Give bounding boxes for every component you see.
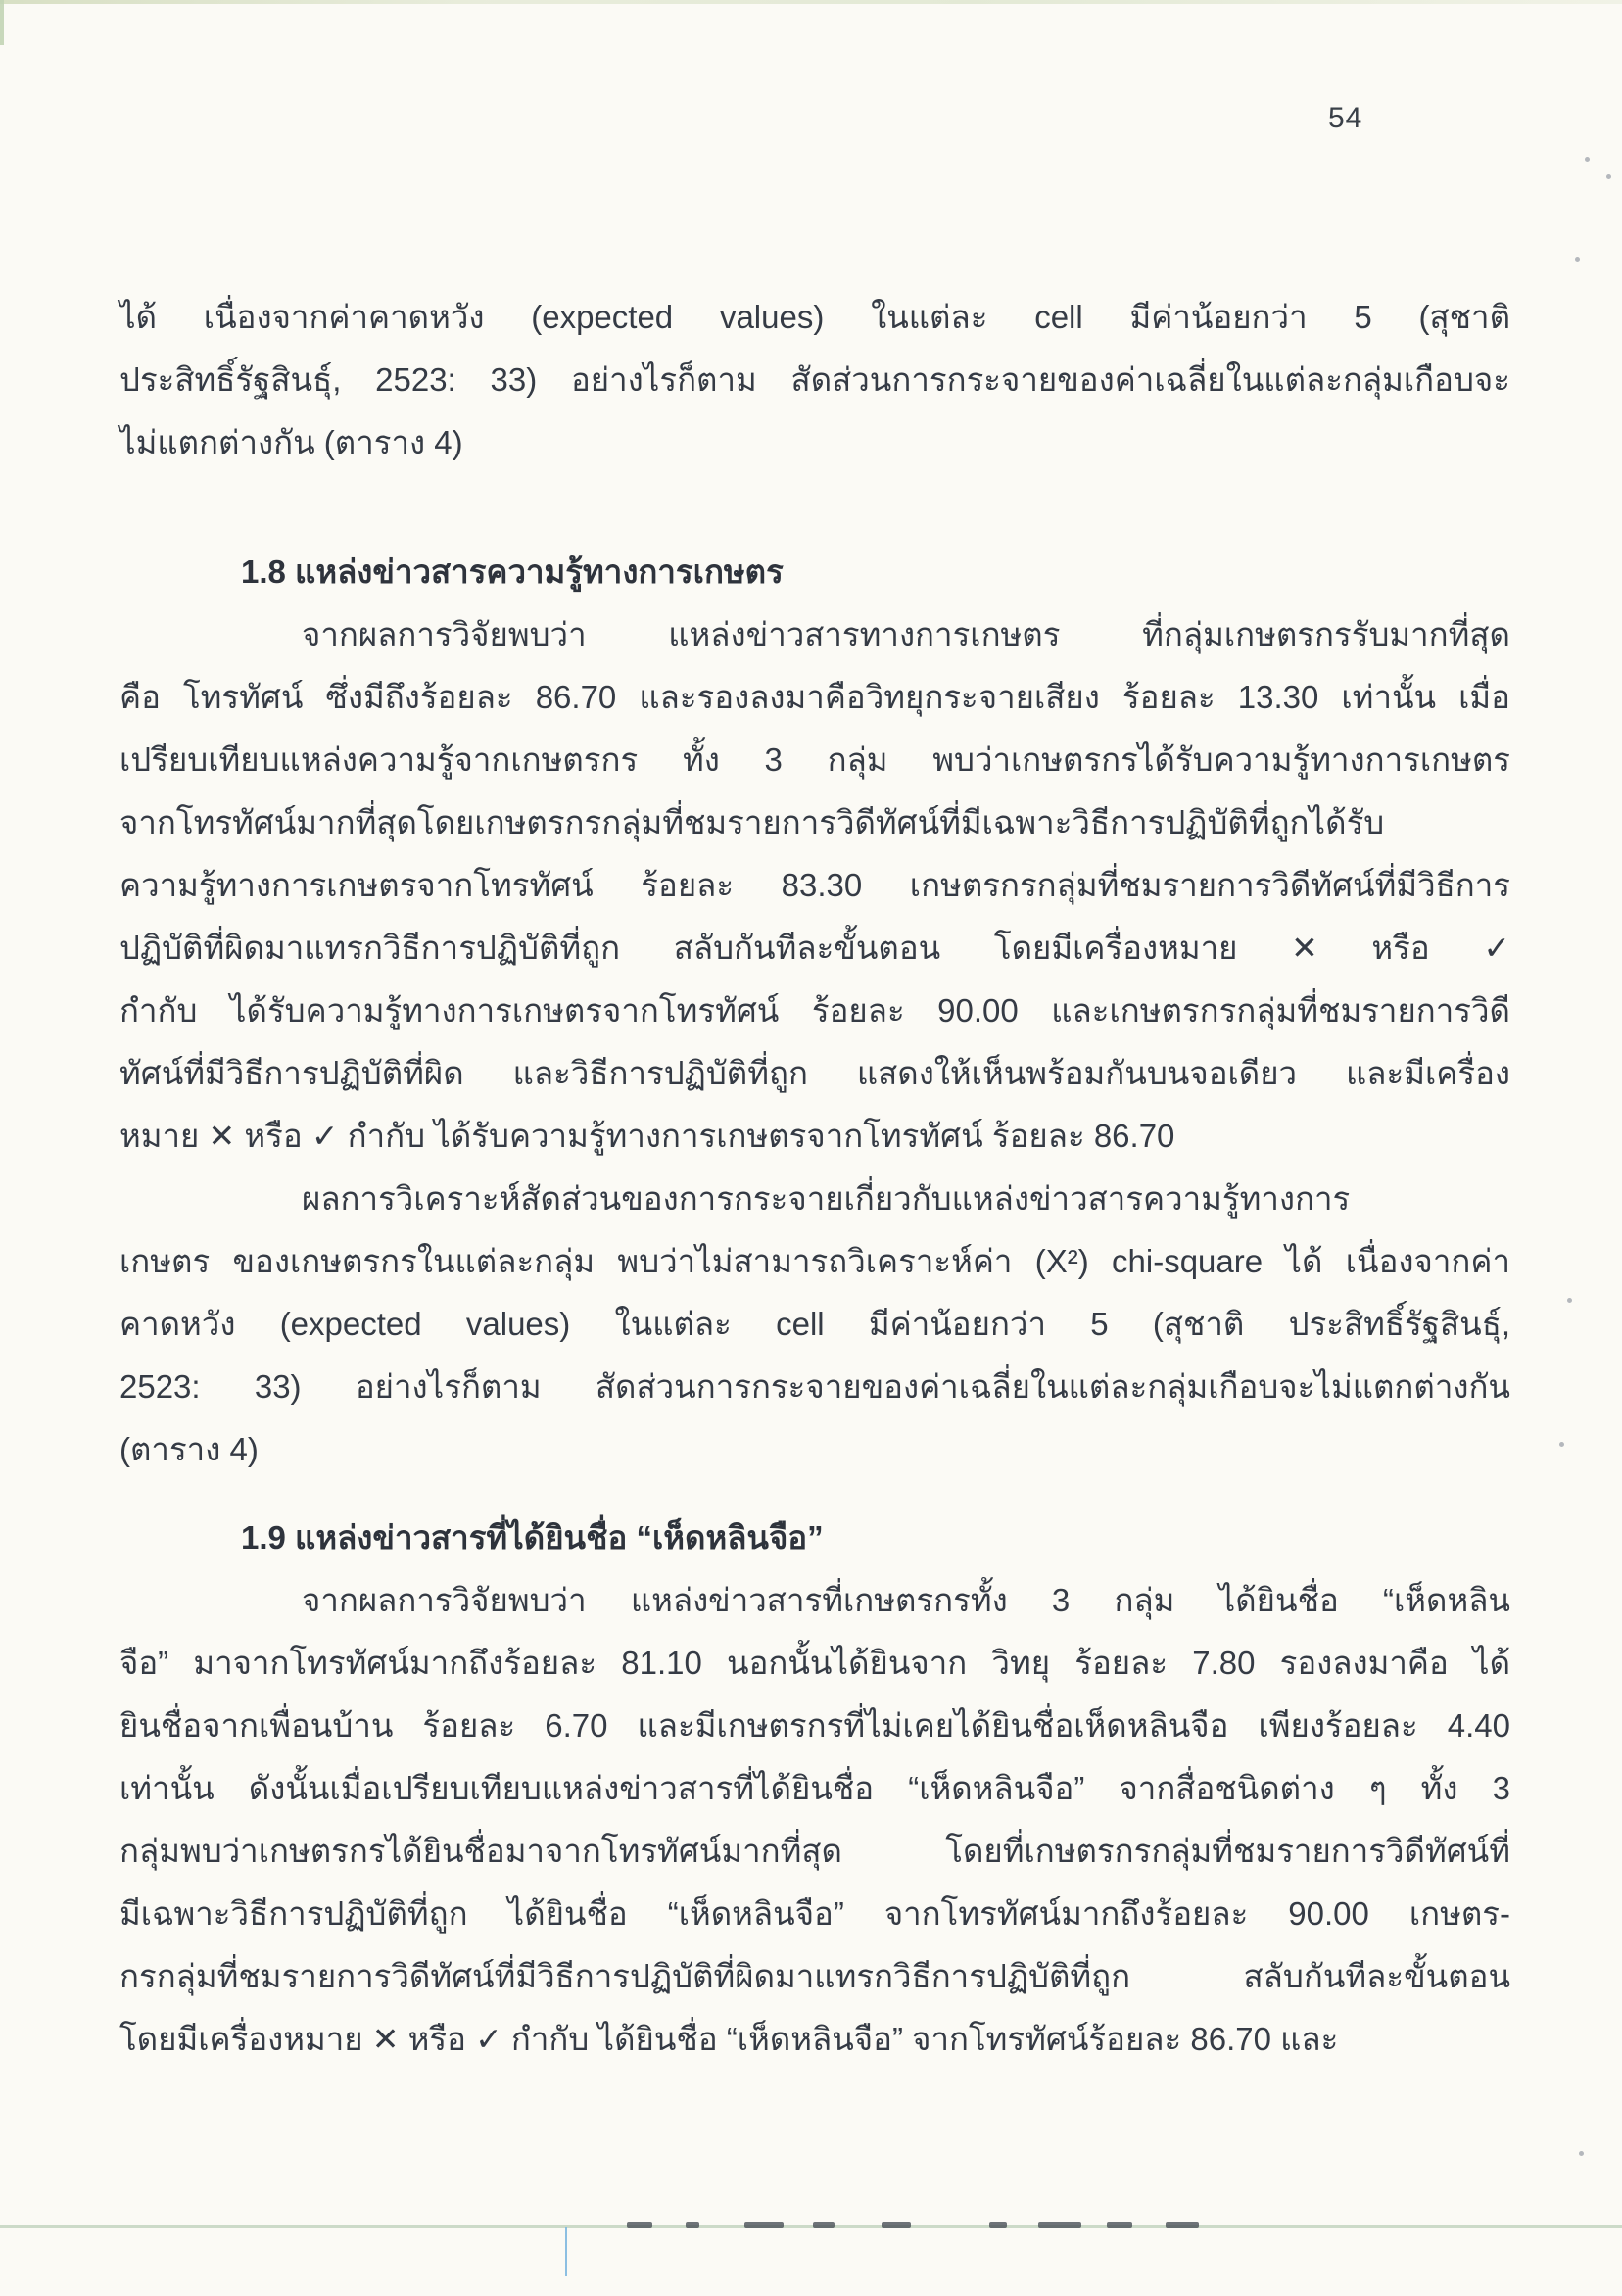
text-line: เกษตร ของเกษตรกรในแต่ละกลุ่ม พบว่าไม่สามารถวิเคราะห์ค่า (X²) chi-square ได้ เนื่องจากค่า [119,1243,1510,1279]
scan-speck [989,2222,1007,2228]
text-line: ผลการวิเคราะห์สัดส่วนของการกระจายเกี่ยวกับแหล่งข่าวสารความรู้ทางการ [302,1180,1351,1217]
text-line: กำกับ ได้รับความรู้ทางการเกษตรจากโทรทัศน์ ร้อยละ 90.00 และเกษตรกรกลุ่มที่ชมรายการวิดี [119,992,1510,1028]
scan-speck [1107,2222,1132,2228]
page-number: 54 [1328,102,1363,134]
text-line: หมาย ✕ หรือ ✓ กำกับ ได้รับความรู้ทางการเกษตรจากโทรทัศน์ ร้อยละ 86.70 [119,1118,1175,1154]
scan-speck [1038,2222,1081,2228]
text-line: กรกลุ่มที่ชมรายการวิดีทัศน์ที่มีวิธีการปฏิบัติที่ผิดมาแทรกวิธีการปฏิบัติที่ถูก สลับกันทีละขั้นตอน [119,1958,1510,1994]
text-line: ได้ เนื่องจากค่าคาดหวัง (expected values) ในแต่ละ cell มีค่าน้อยกว่า 5 (สุชาติ [119,299,1510,335]
text-line: เท่านั้น ดังนั้นเมื่อเปรียบเทียบแหล่งข่าวสารที่ได้ยินชื่อ “เห็ดหลินจือ” จากสื่อชนิดต่าง ๆ ทั้ง 3 [119,1770,1510,1806]
scan-top-edge-artifact [0,0,1622,4]
section-heading-1-8: 1.8 แหล่งข่าวสารความรู้ทางการเกษตร [241,553,784,590]
page-content [119,286,1510,2071]
text-line: กลุ่มพบว่าเกษตรกรได้ยินชื่อมาจากโทรทัศน์มากที่สุด โดยที่เกษตรกรกลุ่มที่ชมรายการวิดีทัศน์ที่ [119,1833,1510,1869]
text-line: ยินชื่อจากเพื่อนบ้าน ร้อยละ 6.70 และมีเกษตรกรที่ไม่เคยได้ยินชื่อเห็ดหลินจือ เพียงร้อยละ 4.40 [119,1707,1510,1744]
paragraph-1 [119,286,1510,474]
text-line: จากผลการวิจัยพบว่า แหล่งข่าวสารที่เกษตรกรทั้ง 3 กลุ่ม ได้ยินชื่อ “เห็ดหลิน [302,1582,1510,1618]
scan-speck [1559,1442,1564,1447]
scan-left-edge-artifact [0,0,4,45]
text-line: (ตาราง 4) [119,1431,259,1467]
scan-speck [1585,157,1590,162]
text-line: ความรู้ทางการเกษตรจากโทรทัศน์ ร้อยละ 83.30 เกษตรกรกลุ่มที่ชมรายการวิดีทัศน์ที่มีวิธีการ [119,867,1510,903]
scan-speck [1166,2222,1199,2228]
scan-speck [744,2222,784,2228]
text-line: มีเฉพาะวิธีการปฏิบัติที่ถูก ได้ยินชื่อ “เห็ดหลินจือ” จากโทรทัศน์มากถึงร้อยละ 90.00 เกษตร- [119,1895,1510,1932]
text-line: จือ” มาจากโทรทัศน์มากถึงร้อยละ 81.10 นอกนั้นได้ยินจาก วิทยุ ร้อยละ 7.80 รองลงมาคือ ได้ [119,1645,1510,1681]
scan-speck [627,2222,652,2228]
scan-speck [1575,257,1580,262]
scan-speck [1567,1298,1572,1303]
text-line: 2523: 33) อย่างไรก็ตาม สัดส่วนการกระจายของค่าเฉลี่ยในแต่ละกลุ่มเกือบจะไม่แตกต่างกัน [119,1368,1510,1405]
text-line: คือ โทรทัศน์ ซึ่งมีถึงร้อยละ 86.70 และรองลงมาคือวิทยุกระจายเสียง ร้อยละ 13.30 เท่านั้น เมื่อ [119,679,1510,715]
text-line: ประสิทธิ์รัฐสินธุ์, 2523: 33) อย่างไรก็ตาม สัดส่วนการกระจายของค่าเฉลี่ยในแต่ละกลุ่มเกือบจะ [119,361,1510,398]
scan-speck [813,2222,835,2228]
paragraph-4 [119,1569,1510,2071]
text-line: ปฏิบัติที่ผิดมาแทรกวิธีการปฏิบัติที่ถูก สลับกันทีละขั้นตอน โดยมีเครื่องหมาย ✕ หรือ ✓ [119,930,1510,966]
scan-blue-line-artifact [565,2227,567,2276]
scan-speck [686,2222,699,2228]
text-line: จากผลการวิจัยพบว่า แหล่งข่าวสารทางการเกษตร ที่กลุ่มเกษตรกรรับมากที่สุด [302,616,1510,652]
text-line: เปรียบเทียบแหล่งความรู้จากเกษตรกร ทั้ง 3 กลุ่ม พบว่าเกษตรกรได้รับความรู้ทางการเกษตร [119,741,1510,778]
section-heading-1-9: 1.9 แหล่งข่าวสารที่ได้ยินชื่อ “เห็ดหลินจือ” [241,1519,824,1555]
text-line: ทัศน์ที่มีวิธีการปฏิบัติที่ผิด และวิธีการปฏิบัติที่ถูก แสดงให้เห็นพร้อมกันบนจอเดียว และมีเครื่อง [119,1055,1510,1091]
scan-bottom-line-artifact [0,2225,1622,2228]
paragraph-2 [119,603,1510,1168]
scan-speck [882,2222,911,2228]
scan-speck [1579,2151,1584,2156]
text-line: โดยมีเครื่องหมาย ✕ หรือ ✓ กำกับ ได้ยินชื่อ “เห็ดหลินจือ” จากโทรทัศน์ร้อยละ 86.70 และ [119,2021,1339,2057]
paragraph-3 [119,1168,1510,1481]
scan-speck [1606,174,1611,179]
text-line: ไม่แตกต่างกัน (ตาราง 4) [119,424,463,460]
text-line: คาดหวัง (expected values) ในแต่ละ cell มีค่าน้อยกว่า 5 (สุชาติ ประสิทธิ์รัฐสินธุ์, [119,1306,1510,1342]
text-line: จากโทรทัศน์มากที่สุดโดยเกษตรกรกลุ่มที่ชมรายการวิดีทัศน์ที่มีเฉพาะวิธีการปฏิบัติที่ถูกได้รับ [119,804,1385,840]
